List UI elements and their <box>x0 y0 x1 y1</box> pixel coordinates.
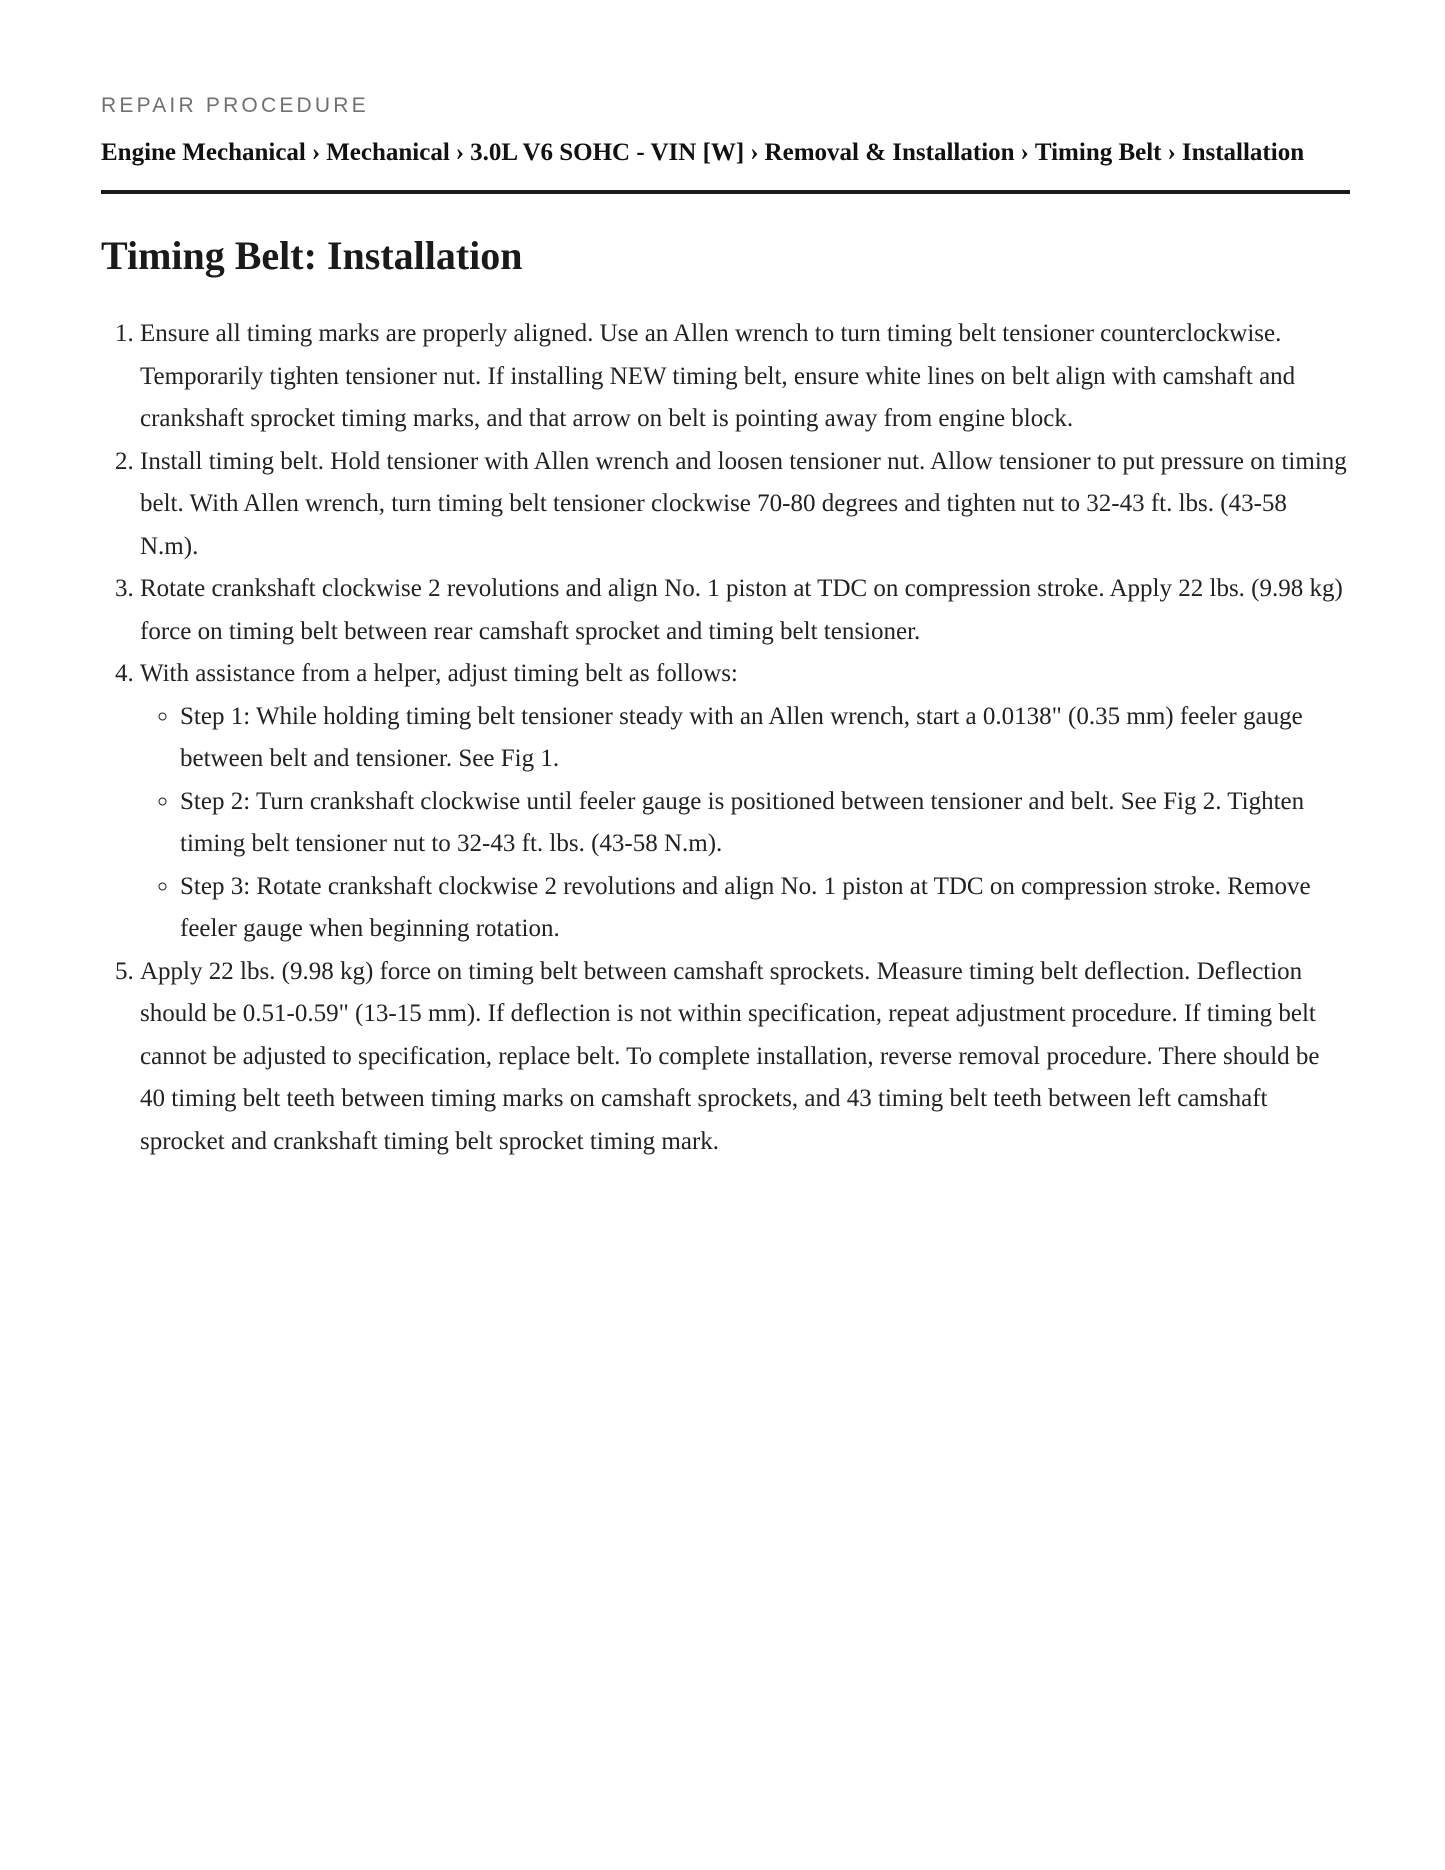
procedure-steps <box>101 313 1350 1163</box>
breadcrumb-separator: › <box>311 139 321 166</box>
procedure-step <box>140 653 1350 951</box>
breadcrumb-item-engine[interactable]: 3.0L V6 SOHC - VIN [W] <box>470 139 745 166</box>
breadcrumb-separator: › <box>1020 139 1029 166</box>
breadcrumb-separator: › <box>1167 139 1176 166</box>
breadcrumb-item-engine-mechanical[interactable]: Engine Mechanical <box>101 139 306 166</box>
procedure-step: 2. Install timing belt. Hold tensioner with Allen wrench and loosen tensioner nut. Allow tensioner to put pressure on timing belt. With Allen wrench, turn timing belt tensioner clockwise 70-80 degrees and tighten nut to 32-43 ft. lbs. (43-58 N.m). <box>140 441 1350 569</box>
breadcrumb <box>101 133 1350 194</box>
page-title: Timing Belt: Installation <box>101 233 523 278</box>
section-eyebrow: REPAIR PROCEDURE <box>101 94 369 117</box>
procedure-step: 3. Rotate crankshaft clockwise 2 revolutions and align No. 1 piston at TDC on compression stroke. Apply 22 lbs. (9.98 kg) force on timing belt between rear camshaft sprocket and timing belt tensioner. <box>140 568 1350 653</box>
document-page <box>101 92 1350 1163</box>
adjustment-substeps <box>140 696 1350 951</box>
procedure-step-text: With assistance from a helper, adjust timing belt as follows: <box>140 660 738 687</box>
procedure-step: 1. Ensure all timing marks are properly aligned. Use an Allen wrench to turn timing belt tensioner counterclockwise. Temporarily tighten tensioner nut. If installing NEW timing belt, ensure white lines on belt align with camshaft and crankshaft sprocket timing marks, and that arrow on belt is pointing away from engine block. <box>140 313 1350 441</box>
procedure-step: 5. Apply 22 lbs. (9.98 kg) force on timing belt between camshaft sprockets. Measure timing belt deflection. Deflection should be 0.51-0.59" (13-15 mm). If deflection is not within specification, repeat adjustment procedure. If timing belt cannot be adjusted to specification, replace belt. To complete installation, reverse removal procedure. There should be 40 timing belt teeth between timing marks on camshaft sprockets, and 43 timing belt teeth between left camshaft sprocket and crankshaft timing belt sprocket timing mark. <box>140 951 1350 1164</box>
adjustment-substep: ◦ Step 2: Turn crankshaft clockwise until feeler gauge is positioned between tensioner and belt. See Fig 2. Tighten timing belt tensioner nut to 32-43 ft. lbs. (43-58 N.m). <box>180 781 1350 866</box>
breadcrumb-separator: › <box>455 139 465 166</box>
adjustment-substep: ◦ Step 3: Rotate crankshaft clockwise 2 revolutions and align No. 1 piston at TDC on compression stroke. Remove feeler gauge when beginning rotation. <box>180 866 1350 951</box>
adjustment-substep: ◦ Step 1: While holding timing belt tensioner steady with an Allen wrench, start a 0.0138" (0.35 mm) feeler gauge between belt and tensioner. See Fig 1. <box>180 696 1350 781</box>
breadcrumb-item-removal-installation[interactable]: Removal & Installation <box>764 139 1015 166</box>
breadcrumb-item-mechanical[interactable]: Mechanical <box>326 139 450 166</box>
breadcrumb-item-timing-belt[interactable]: Timing Belt <box>1034 139 1162 166</box>
breadcrumb-separator: › <box>750 139 759 166</box>
breadcrumb-item-installation: Installation <box>1181 139 1305 166</box>
